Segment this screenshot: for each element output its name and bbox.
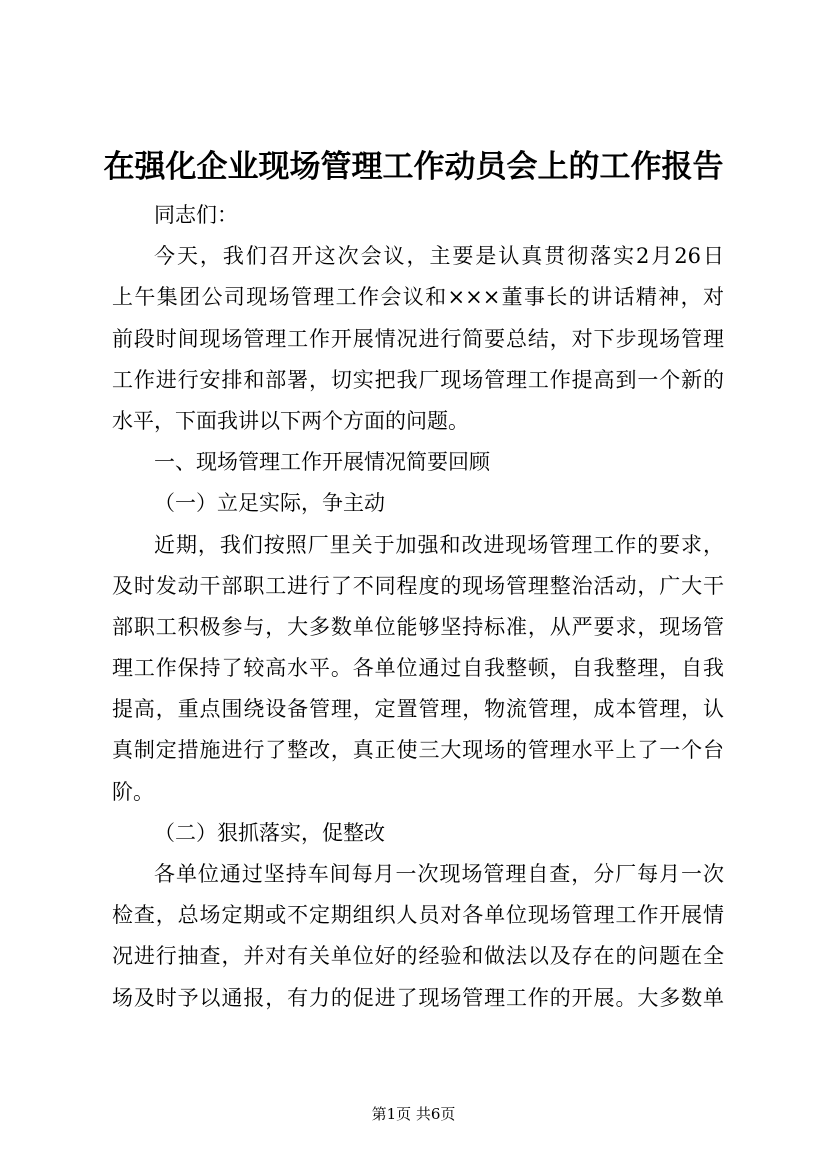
body-line: 同志们： — [154, 203, 238, 227]
body-line: 近期，我们按照厂里关于加强和改进现场管理工作的要求， — [154, 532, 724, 557]
section-heading: 一、现场管理工作开展情况简要回顾 — [154, 450, 490, 475]
page-footer: 第1页 共6页 — [371, 1105, 456, 1123]
subsection-heading: （二）狠抓落实，促整改 — [154, 820, 385, 845]
subsection-heading: （一）立足实际，争主动 — [154, 491, 385, 516]
body-line: 检查，总场定期或不定期组织人员对各单位现场管理工作开展情 — [112, 903, 724, 928]
body-line: 况进行抽查，并对有关单位好的经验和做法以及存在的问题在全 — [112, 944, 724, 969]
body-line: 提高，重点围绕设备管理，定置管理，物流管理，成本管理，认 — [112, 697, 724, 722]
body-line: 理工作保持了较高水平。各单位通过自我整顿，自我整理，自我 — [112, 656, 724, 681]
body-line: 各单位通过坚持车间每月一次现场管理自查，分厂每月一次 — [154, 862, 724, 886]
body-line: 部职工积极参与，大多数单位能够坚持标准，从严要求，现场管 — [112, 614, 724, 639]
body-line: 水平，下面我讲以下两个方面的问题。 — [112, 408, 469, 433]
body-line: 今天，我们召开这次会议，主要是认真贯彻落实2月26日 — [154, 244, 724, 269]
body-line: 工作进行安排和部署，切实把我厂现场管理工作提高到一个新的 — [112, 367, 724, 392]
body-line: 及时发动干部职工进行了不同程度的现场管理整治活动，广大干 — [112, 573, 724, 598]
body-line: 上午集团公司现场管理工作会议和×××董事长的讲话精神，对 — [112, 285, 724, 310]
body-line: 真制定措施进行了整改，真正使三大现场的管理水平上了一个台 — [112, 738, 724, 763]
body-line: 前段时间现场管理工作开展情况进行简要总结，对下步现场管理 — [112, 326, 724, 351]
body-line: 场及时予以通报，有力的促进了现场管理工作的开展。大多数单 — [112, 985, 724, 1010]
body-line: 阶。 — [112, 779, 154, 804]
document-body — [112, 195, 724, 1019]
document-title: 在强化企业现场管理工作动员会上的工作报告 — [103, 149, 724, 185]
